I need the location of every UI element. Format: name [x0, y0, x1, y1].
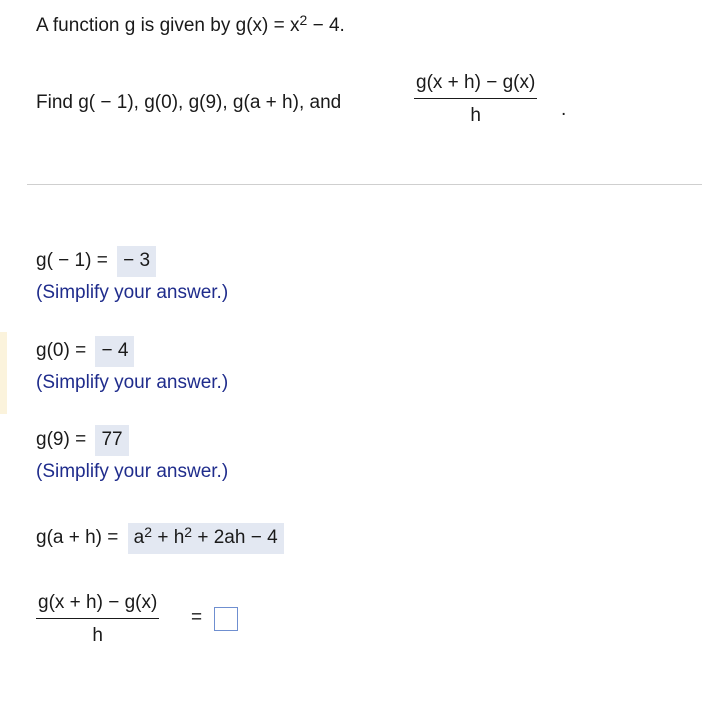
difference-quotient-fraction	[36, 592, 159, 647]
answer-row-g-neg1	[36, 246, 156, 277]
question-line-1	[36, 12, 345, 37]
answer-value-box[interactable]: 77	[95, 425, 128, 456]
gah-part2: + h	[152, 527, 185, 548]
question-line-1-suffix: − 4.	[307, 15, 345, 36]
answer-row-g-0	[36, 336, 134, 367]
answer-label: g(0) =	[36, 340, 92, 361]
dq-answer-input[interactable]	[214, 607, 238, 631]
section-divider	[27, 184, 702, 185]
dq-denominator: h	[92, 625, 103, 646]
gah-exp2: 2	[184, 524, 193, 540]
left-highlight-strip	[0, 332, 7, 414]
gah-exp1: 2	[144, 524, 153, 540]
simplify-hint: (Simplify your answer.)	[36, 282, 229, 303]
answer-value-box[interactable]: − 4	[95, 336, 134, 367]
question-period: .	[561, 99, 567, 120]
question-line-2: Find g( − 1), g(0), g(9), g(a + h), and	[36, 92, 342, 113]
question-exponent: 2	[299, 12, 308, 28]
answer-label: g(9) =	[36, 429, 92, 450]
answer-label: g( − 1) =	[36, 250, 114, 271]
answer-row-g-9	[36, 425, 129, 456]
dq-equals-sign: =	[191, 607, 203, 628]
question-fraction-denominator: h	[470, 105, 481, 126]
answer-value-box[interactable]: − 3	[117, 246, 156, 277]
question-difference-quotient	[414, 72, 537, 127]
question-line-1-prefix: A function g is given by g(x) = x	[36, 15, 300, 36]
answer-row-g-a-plus-h	[36, 523, 284, 554]
gah-part1: a	[133, 527, 145, 548]
gah-part3: + 2ah − 4	[192, 527, 278, 548]
simplify-hint: (Simplify your answer.)	[36, 461, 229, 482]
answer-value-box[interactable]	[128, 523, 284, 554]
simplify-hint: (Simplify your answer.)	[36, 372, 229, 393]
question-fraction-numerator: g(x + h) − g(x)	[416, 72, 536, 93]
dq-numerator: g(x + h) − g(x)	[38, 592, 158, 613]
answer-label: g(a + h) =	[36, 527, 124, 548]
